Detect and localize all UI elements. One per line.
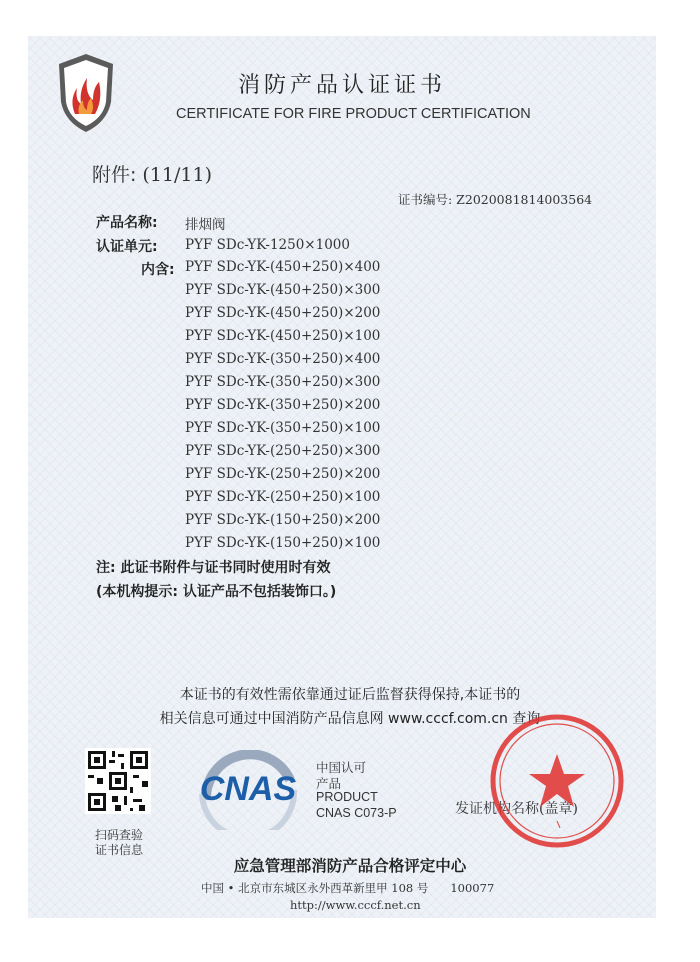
model-item: PYF SDc-YK-(250+250)×200 — [185, 466, 381, 482]
issuing-center-name: 应急管理部消防产品合格评定中心 — [233, 857, 467, 875]
model-item: PYF SDc-YK-(150+250)×200 — [185, 512, 381, 528]
certificate-title-cn: 消防产品认证证书 — [238, 73, 447, 98]
cnas-line4: CNAS C073-P — [316, 806, 397, 820]
fire-shield-logo-icon — [55, 52, 117, 134]
address-line — [201, 880, 494, 896]
model-item: PYF SDc-YK-(450+250)×300 — [185, 282, 381, 298]
model-item: PYF SDc-YK-(450+250)×200 — [185, 305, 381, 321]
qr-caption-line2: 证书信息 — [95, 843, 144, 857]
certificate-title-en: CERTIFICATE FOR FIRE PRODUCT CERTIFICATION — [176, 106, 531, 122]
qr-code-icon[interactable] — [85, 748, 151, 814]
official-seal-stamp — [488, 712, 626, 850]
seal-star-icon — [529, 754, 585, 807]
certificate-number: 证书编号: Z2020081814003564 — [398, 192, 593, 207]
attachment-number: (11/11) — [142, 164, 212, 186]
cnas-line3: PRODUCT — [316, 790, 378, 804]
product-name-value: 排烟阀 — [185, 217, 226, 233]
validity-statement-line2: 相关信息可通过中国消防产品信息网 www.cccf.com.cn 查询 — [159, 711, 541, 727]
model-item: PYF SDc-YK-(350+250)×200 — [185, 397, 381, 413]
agency-tip-note: (本机构提示: 认证产品不包括装饰口。) — [96, 584, 337, 600]
model-item: PYF SDc-YK-(350+250)×100 — [185, 420, 381, 436]
validity-note: 注: 此证书附件与证书同时使用时有效 — [96, 560, 331, 576]
model-item: PYF SDc-YK-(250+250)×100 — [185, 489, 381, 505]
cert-unit-value: PYF SDc-YK-1250×1000 — [185, 237, 350, 253]
attachment-text: 附件: — [92, 164, 137, 186]
issuer-label: 发证机构名称(盖章) — [455, 801, 578, 817]
model-item: PYF SDc-YK-(350+250)×400 — [185, 351, 381, 367]
website-link[interactable]: http://www.cccf.net.cn — [290, 898, 421, 912]
qr-caption-line1: 扫码查验 — [95, 828, 144, 842]
model-item: PYF SDc-YK-(450+250)×400 — [185, 259, 381, 275]
cnas-logo-text: CNAS — [199, 770, 297, 808]
cnas-line1: 中国认可 — [316, 761, 367, 775]
model-item: PYF SDc-YK-(350+250)×300 — [185, 374, 381, 390]
cert-unit-label: 认证单元: — [96, 239, 158, 255]
cnas-line2: 产品 — [316, 777, 342, 791]
model-item: PYF SDc-YK-(450+250)×100 — [185, 328, 381, 344]
model-item: PYF SDc-YK-(150+250)×100 — [185, 535, 381, 551]
postcode-text: 100077 — [450, 881, 495, 895]
model-item: PYF SDc-YK-(250+250)×300 — [185, 443, 381, 459]
includes-label: 内含: — [141, 262, 175, 278]
validity-statement-line1: 本证书的有效性需依靠通过证后监督获得保持,本证书的 — [179, 687, 521, 703]
cnas-logo-icon — [192, 750, 304, 830]
attachment-label — [92, 160, 212, 187]
address-text: 中国 • 北京市东城区永外西革新里甲 108 号 — [201, 881, 429, 895]
product-name-label: 产品名称: — [96, 215, 158, 231]
